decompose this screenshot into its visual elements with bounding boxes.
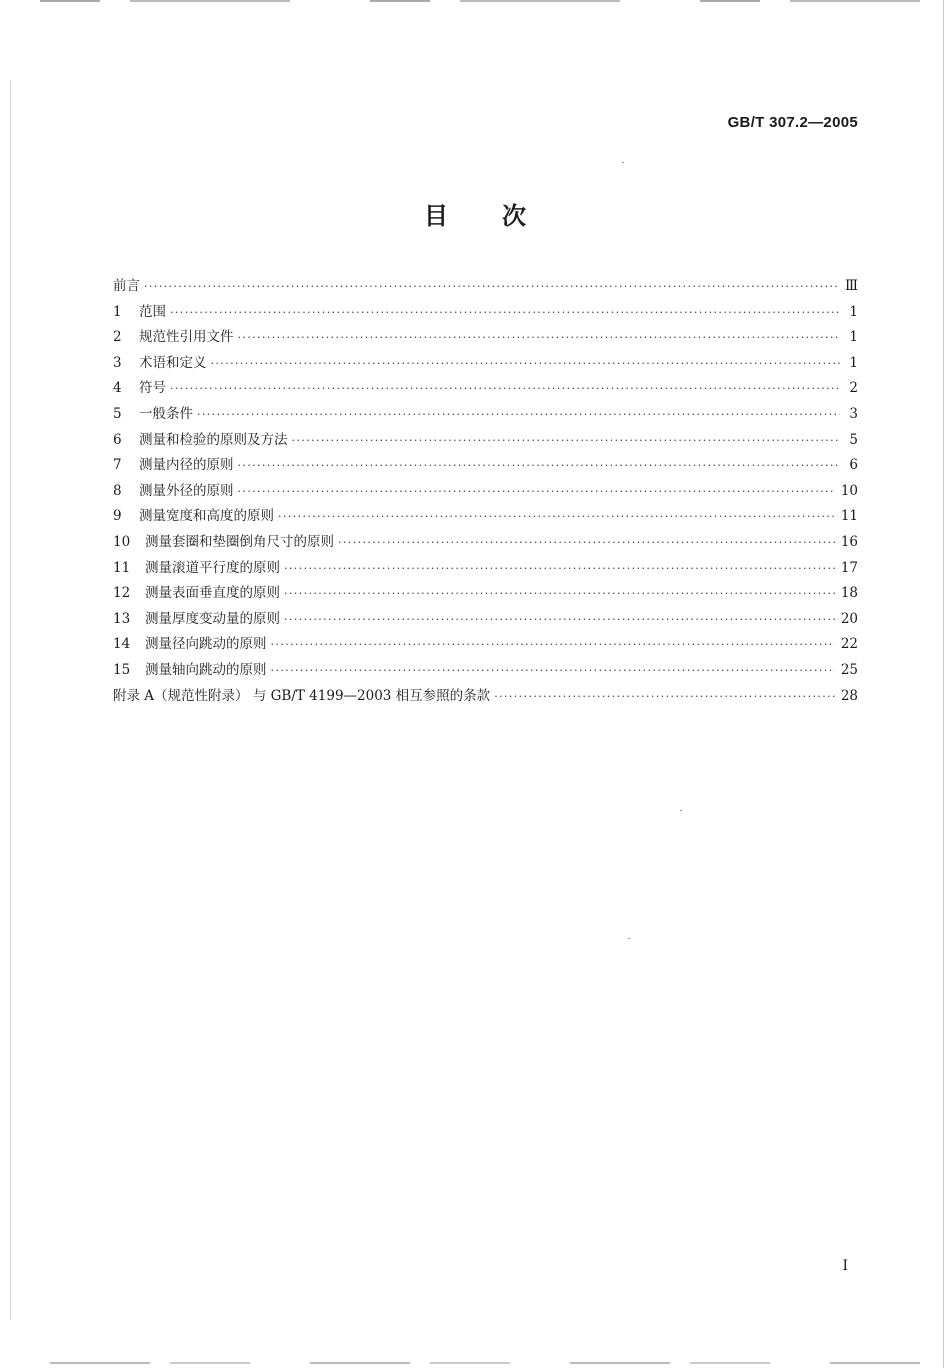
toc-entry-number: 12 xyxy=(113,585,131,602)
toc-entry-label: 测量和检验的原则及方法 xyxy=(139,431,288,448)
toc-entry[interactable] xyxy=(113,556,858,582)
toc-entry-number: 9 xyxy=(113,508,122,525)
toc-leader-dots xyxy=(238,459,841,472)
toc-leader-dots xyxy=(211,357,841,370)
toc-entry[interactable] xyxy=(113,428,858,454)
toc-entry-label: 测量滚道平行度的原则 xyxy=(145,559,280,576)
toc-entry-page: 1 xyxy=(849,354,858,371)
toc-leader-dots xyxy=(170,306,840,319)
toc-entry-page: 18 xyxy=(840,585,858,602)
toc-entry[interactable] xyxy=(113,504,858,530)
toc-entry-label: 一般条件 xyxy=(139,405,193,422)
toc-entry[interactable] xyxy=(113,274,858,300)
toc-entry-label: 规范性引用文件 xyxy=(139,329,234,346)
toc-leader-dots xyxy=(494,690,835,703)
scan-speck xyxy=(628,938,630,939)
toc-entry-label: 术语和定义 xyxy=(139,354,207,371)
toc-entry-label: 附录 A（规范性附录） 与 GB/T 4199—2003 相互参照的条款 xyxy=(113,687,491,704)
toc-entry[interactable] xyxy=(113,607,858,633)
toc-entry-page: 25 xyxy=(840,661,858,678)
toc-entry[interactable] xyxy=(113,453,858,479)
toc-entry-label: 测量内径的原则 xyxy=(139,457,234,474)
toc-entry-label: 测量厚度变动量的原则 xyxy=(145,610,280,627)
toc-entry[interactable] xyxy=(113,402,858,428)
toc-entry-number: 8 xyxy=(113,482,122,499)
toc-leader-dots xyxy=(338,536,835,549)
toc-entry-label: 测量径向跳动的原则 xyxy=(145,636,267,653)
toc-entry[interactable] xyxy=(113,300,858,326)
toc-leader-dots xyxy=(284,562,835,575)
toc-entry-page: 5 xyxy=(849,431,858,448)
toc-entry-number: 13 xyxy=(113,610,131,627)
standard-number: GB/T 307.2—2005 xyxy=(727,114,858,131)
toc-entry-page: 10 xyxy=(840,482,858,499)
toc-entry-label: 测量宽度和高度的原则 xyxy=(139,508,274,525)
toc-leader-dots xyxy=(170,382,840,395)
toc-entry-page: 22 xyxy=(840,636,858,653)
toc-entry[interactable] xyxy=(113,632,858,658)
toc-entry-number: 6 xyxy=(113,431,122,448)
toc-entry-number: 7 xyxy=(113,457,122,474)
toc-entry[interactable] xyxy=(113,376,858,402)
toc-entry[interactable] xyxy=(113,351,858,377)
toc-entry-label: 范围 xyxy=(139,303,166,320)
toc-list xyxy=(113,274,858,709)
toc-entry-page: 17 xyxy=(840,559,858,576)
toc-entry-page: 1 xyxy=(849,303,858,320)
scan-speck xyxy=(680,810,682,811)
toc-entry[interactable] xyxy=(113,479,858,505)
toc-leader-dots xyxy=(144,280,839,293)
scan-edge-bottom xyxy=(50,1362,920,1364)
toc-entry-label: 符号 xyxy=(139,380,166,397)
toc-entry-label: 测量套圈和垫圈倒角尺寸的原则 xyxy=(145,533,334,550)
scan-speck xyxy=(622,162,624,163)
toc-entry-page: 1 xyxy=(849,329,858,346)
scan-edge-left xyxy=(10,80,11,1320)
toc-entry-number: 14 xyxy=(113,636,131,653)
toc-entry-number: 2 xyxy=(113,329,122,346)
toc-entry-page: 28 xyxy=(840,687,858,704)
toc-entry-page: 16 xyxy=(840,533,858,550)
toc-entry-page: Ⅲ xyxy=(844,278,858,294)
toc-leader-dots xyxy=(284,613,835,626)
toc-leader-dots xyxy=(278,510,835,523)
toc-entry-number: 15 xyxy=(113,661,131,678)
toc-entry[interactable] xyxy=(113,658,858,684)
toc-entry-number: 3 xyxy=(113,354,122,371)
toc-entry-label: 测量外径的原则 xyxy=(139,482,234,499)
toc-entry-page: 3 xyxy=(849,405,858,422)
toc-entry-number: 1 xyxy=(113,303,122,320)
page-number: I xyxy=(842,1258,848,1274)
scan-edge-top xyxy=(40,0,920,2)
toc-entry-label: 前言 xyxy=(113,278,140,294)
toc-entry-number: 5 xyxy=(113,405,122,422)
toc-leader-dots xyxy=(292,434,841,447)
toc-entry-page: 2 xyxy=(849,380,858,397)
toc-entry-page: 20 xyxy=(840,610,858,627)
toc-entry-number: 10 xyxy=(113,533,131,550)
toc-entry-label: 测量表面垂直度的原则 xyxy=(145,585,280,602)
toc-entry[interactable] xyxy=(113,325,858,351)
toc-entry[interactable] xyxy=(113,684,858,710)
toc-leader-dots xyxy=(284,587,835,600)
toc-leader-dots xyxy=(271,664,835,677)
toc-entry-number: 11 xyxy=(113,559,131,576)
toc-entry-label: 测量轴向跳动的原则 xyxy=(145,661,267,678)
toc-title: 目次 xyxy=(424,201,580,230)
toc-entry-page: 6 xyxy=(849,457,858,474)
toc-entry[interactable] xyxy=(113,530,858,556)
toc-entry-number: 4 xyxy=(113,380,122,397)
toc-leader-dots xyxy=(197,408,840,421)
toc-leader-dots xyxy=(238,331,841,344)
toc-leader-dots xyxy=(238,485,835,498)
toc-leader-dots xyxy=(271,638,835,651)
toc-entry[interactable] xyxy=(113,581,858,607)
toc-entry-page: 11 xyxy=(840,508,858,525)
